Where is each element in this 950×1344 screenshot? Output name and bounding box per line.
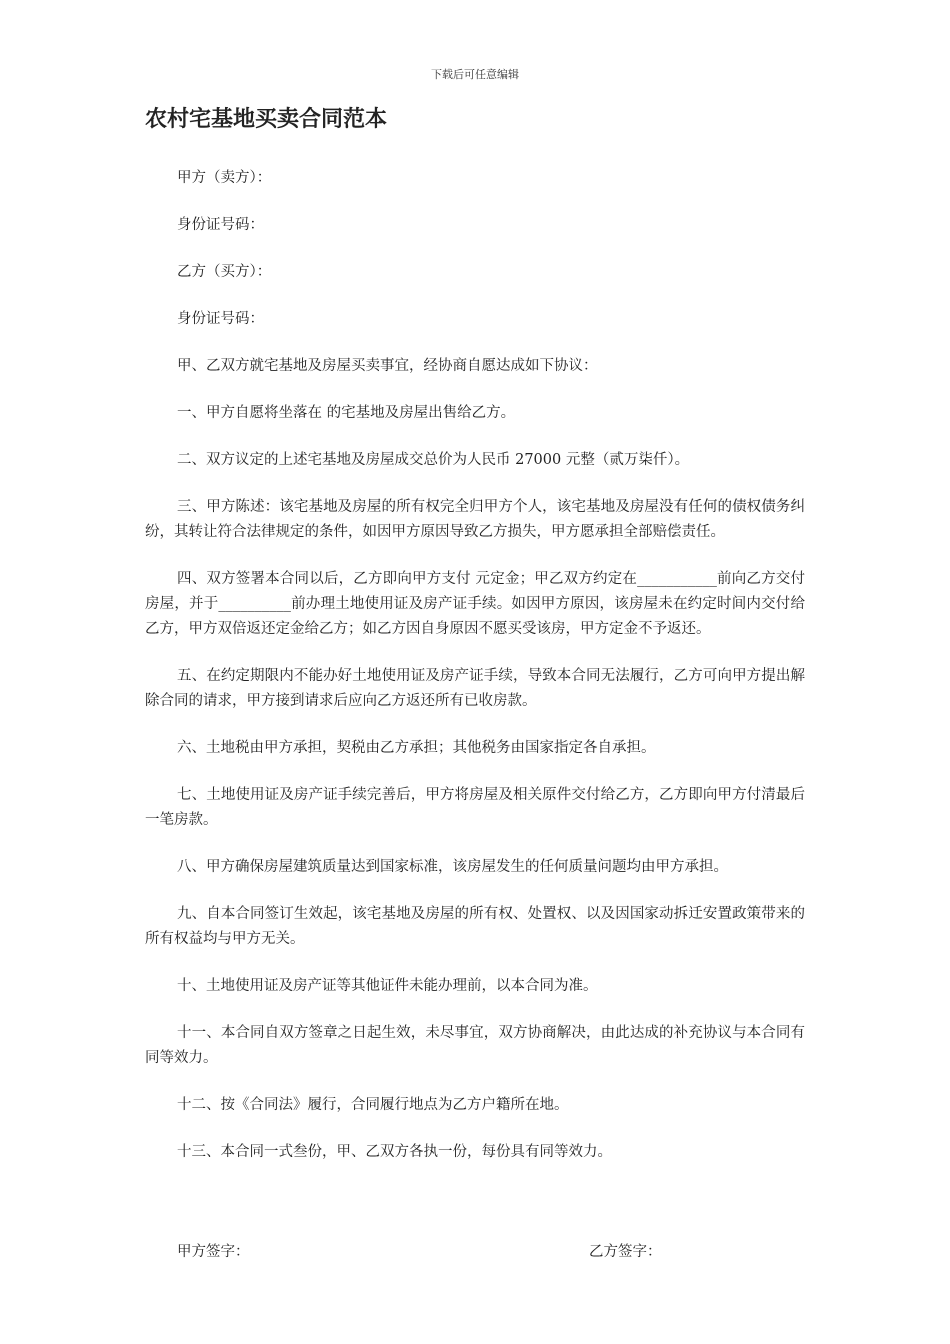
- header-note: 下载后可任意编辑: [431, 68, 519, 81]
- clause-2: 二、双方议定的上述宅基地及房屋成交总价为人民币 27000 元整（贰万柒仟）。: [177, 452, 690, 468]
- party-b-signature-label: 乙方签字：: [589, 1244, 662, 1260]
- clause-6: 六、土地税由甲方承担，契税由乙方承担；其他税务由国家指定各自承担。: [177, 740, 656, 756]
- clause-12: 十二、按《合同法》履行，合同履行地点为乙方户籍所在地。: [177, 1097, 569, 1113]
- party-a-signature-label: 甲方签字：: [177, 1244, 250, 1260]
- party-b-label: 乙方（买方）：: [177, 264, 272, 280]
- clause-9: 九、自本合同签订生效起，该宅基地及房屋的所有权、处置权、以及因国家动拆迁安置政策带来的所有权益均与甲方无关。: [145, 906, 805, 947]
- signature-row: [145, 1240, 805, 1265]
- party-a-id-label: 身份证号码：: [177, 217, 264, 233]
- clause-1: 一、甲方自愿将坐落在 的宅基地及房屋出售给乙方。: [177, 405, 516, 421]
- clause-7: 七、土地使用证及房产证手续完善后，甲方将房屋及相关原件交付给乙方，乙方即向甲方付清最后一笔房款。: [145, 787, 805, 828]
- clause-8: 八、甲方确保房屋建筑质量达到国家标准，该房屋发生的任何质量问题均由甲方承担。: [177, 859, 728, 875]
- party-a-label: 甲方（卖方）：: [177, 170, 272, 186]
- contract-body: [145, 166, 805, 1187]
- preamble-paragraph: 甲、乙双方就宅基地及房屋买卖事宜，经协商自愿达成如下协议：: [177, 358, 598, 374]
- document-title: 农村宅基地买卖合同范本: [145, 107, 388, 132]
- clause-13: 十三、本合同一式叁份，甲、乙双方各执一份，每份具有同等效力。: [177, 1144, 612, 1160]
- clause-11: 十一、本合同自双方签章之日起生效，未尽事宜，双方协商解决，由此达成的补充协议与本合同有同等效力。: [145, 1025, 805, 1066]
- party-b-id-label: 身份证号码：: [177, 311, 264, 327]
- clause-4: 四、双方签署本合同以后，乙方即向甲方支付 元定金；甲乙双方约定在___________前向乙方交付房屋，并于__________前办理土地使用证及房产证手续。如因甲方原因，该房屋未在约定时间内交付给乙方，甲方双倍返还定金给乙方；如乙方因自身原因不愿买受该房，甲方定金不予返还。: [145, 571, 805, 637]
- clause-5: 五、在约定期限内不能办好土地使用证及房产证手续，导致本合同无法履行，乙方可向甲方提出解除合同的请求，甲方接到请求后应向乙方返还所有已收房款。: [145, 668, 805, 709]
- clause-3: 三、甲方陈述：该宅基地及房屋的所有权完全归甲方个人，该宅基地及房屋没有任何的债权债务纠纷，其转让符合法律规定的条件，如因甲方原因导致乙方损失，甲方愿承担全部赔偿责任。: [145, 499, 805, 540]
- clause-10: 十、土地使用证及房产证等其他证件未能办理前，以本合同为准。: [177, 978, 598, 994]
